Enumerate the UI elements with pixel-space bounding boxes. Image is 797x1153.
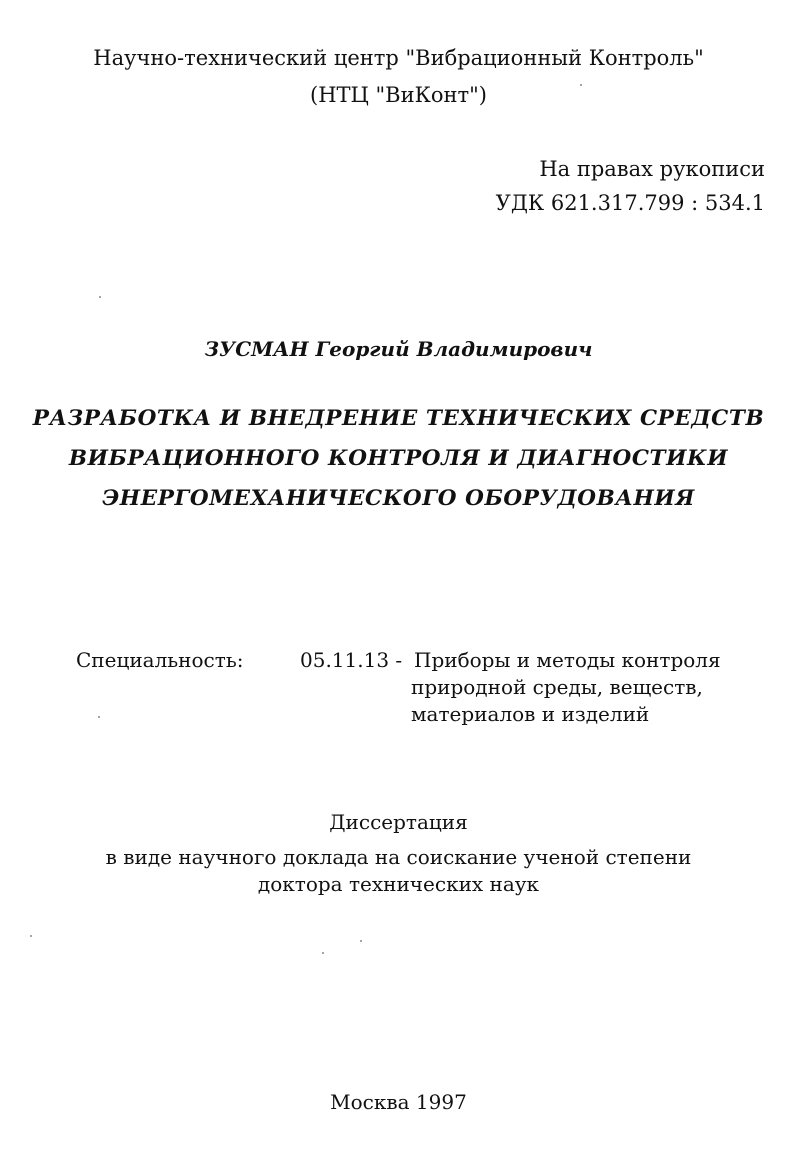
thesis-title-line-2: ВИБРАЦИОННОГО КОНТРОЛЯ И ДИАГНОСТИКИ	[68, 446, 729, 471]
organization-abbreviation: (НТЦ "ВиКонт")	[310, 83, 487, 107]
scan-speck	[322, 952, 324, 954]
specialty-code: 05.11.13 -	[300, 648, 403, 672]
specialty-name-line-1: Приборы и методы контроля	[414, 648, 721, 672]
udk-code: УДК 621.317.799 : 534.1	[495, 191, 765, 215]
author-name: ЗУСМАН Георгий Владимирович	[204, 337, 593, 361]
specialty-name-line-2: природной среды, веществ,	[411, 675, 703, 699]
scan-speck	[30, 935, 32, 937]
dissertation-line-1: в виде научного доклада на соискание ученой степени	[105, 845, 692, 869]
thesis-title-line-1: РАЗРАБОТКА И ВНЕДРЕНИЕ ТЕХНИЧЕСКИХ СРЕДСТВ	[32, 406, 765, 431]
manuscript-rights: На правах рукописи	[539, 157, 765, 181]
specialty-label: Специальность:	[76, 648, 244, 672]
thesis-title-line-3: ЭНЕРГОМЕХАНИЧЕСКОГО ОБОРУДОВАНИЯ	[102, 486, 695, 511]
scan-speck	[99, 296, 101, 298]
scan-speck	[360, 940, 362, 942]
specialty-name-line-3: материалов и изделий	[411, 702, 650, 726]
dissertation-heading: Диссертация	[329, 810, 468, 834]
place-and-year: Москва 1997	[330, 1090, 467, 1114]
dissertation-line-2: доктора технических наук	[257, 872, 540, 896]
scan-speck	[580, 84, 582, 86]
scan-speck	[98, 716, 100, 718]
organization-name: Научно-технический центр "Вибрационный Контроль"	[93, 46, 704, 70]
